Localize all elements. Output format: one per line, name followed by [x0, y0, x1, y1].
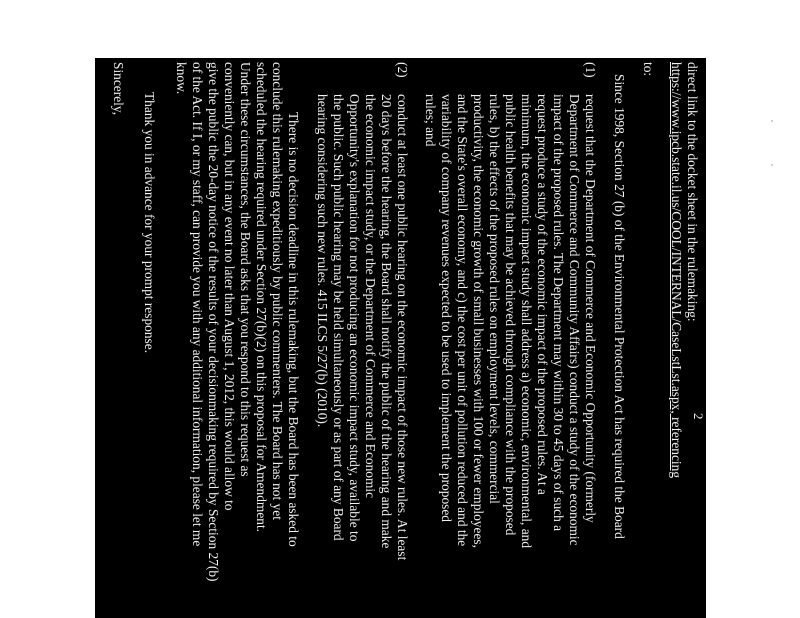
list-marker-2: (2) — [395, 62, 410, 78]
item-1-line: public health benefits that may be achieved through compliance with the proposed — [503, 94, 518, 536]
body-paragraph-line: give the public the 20-day notice of the results of your decisionmaking required by Section 27(b) — [206, 62, 221, 582]
docket-url[interactable]: https://www.ipcb.state.il.us/COOL/INTERNAL/CaseLstLst.aspx, referencing — [669, 62, 684, 479]
item-1-line: request that the Department of Commerce and Economic Opportunity (formerly — [583, 94, 598, 523]
item-1-line: productivity, the economic growth of small businesses with 100 or fewer employees, — [471, 94, 486, 548]
body-paragraph-line: of the Act. If I, or my staff, can provide you with any additional information, please let me — [190, 62, 205, 547]
body-paragraph-line: conclude this rulemaking expeditiously by public commenters. The Board has not yet — [270, 62, 285, 520]
rotated-letter-body — [95, 58, 706, 618]
closing-sincerely: Sincerely, — [111, 62, 126, 116]
item-1-line: rules, b) the effects of the proposed rules on employment levels, commercial — [487, 94, 502, 504]
item-2-line: conduct at least one public hearing on the economic impact of those new rules. At least — [395, 94, 410, 561]
body-paragraph-line: scheduled the hearing required under Section 27(b)(2) on this proposal for Amendment. — [254, 62, 269, 533]
body-paragraph-line: There is no decision deadline in this rulemaking, but the Board has been asked to — [286, 112, 301, 547]
closing-thanks: Thank you in advance for your prompt response. — [142, 92, 157, 354]
item-2-line: hearing considering such new rules. 415 ILCS 5/27(b) (2010). — [315, 94, 330, 428]
item-1-line: and the State's overall economy, and c) the cost per unit of pollution reduced and the — [455, 94, 470, 547]
text-line: to: — [641, 62, 656, 77]
item-1-line: variability of company revenues expected to be used to implement the proposed — [439, 94, 454, 522]
list-marker-1: (1) — [583, 62, 598, 78]
body-paragraph-line: conveniently can, but in any event no later than August 1, 2012, this would allow to — [222, 62, 237, 511]
item-1-line: request produce a study of the economic impact of the proposed rules. At a — [535, 94, 550, 495]
item-2-line: 20 days before the hearing, the Board shall notify the public of the hearing and make — [379, 94, 394, 549]
body-paragraph-line: know. — [174, 62, 189, 95]
item-2-line: the economic impact study, or the Department of Commerce and Economic — [363, 94, 378, 499]
item-2-line: Opportunity's explanation for not producing an economic impact study, available to — [347, 94, 362, 542]
item-1-line: minimum, the economic impact study shall address a) economic, environmental, and — [519, 94, 534, 549]
item-1-line: impact of the proposed rules. The Department may within 30 to 45 days of such a — [551, 94, 566, 532]
item-1-line: Department of Commerce and Community Affairs) conduct a study of the economic — [567, 94, 582, 546]
item-1-line: rules; and — [423, 94, 438, 147]
page-number: 2 — [691, 413, 706, 420]
item-2-line: the public. Such public hearing may be held simultaneously or as part of any Board — [331, 94, 346, 541]
body-paragraph-line: Under these circumstances, the Board asks that you respond to this request as — [238, 62, 253, 477]
statute-intro: Since 1998, Section 27 (b) of the Environmental Protection Act has required the Board — [612, 74, 627, 539]
docket-link-intro: direct link to the docket sheet in the rulemaking: — [685, 62, 700, 322]
scanned-letter-page — [95, 58, 706, 618]
